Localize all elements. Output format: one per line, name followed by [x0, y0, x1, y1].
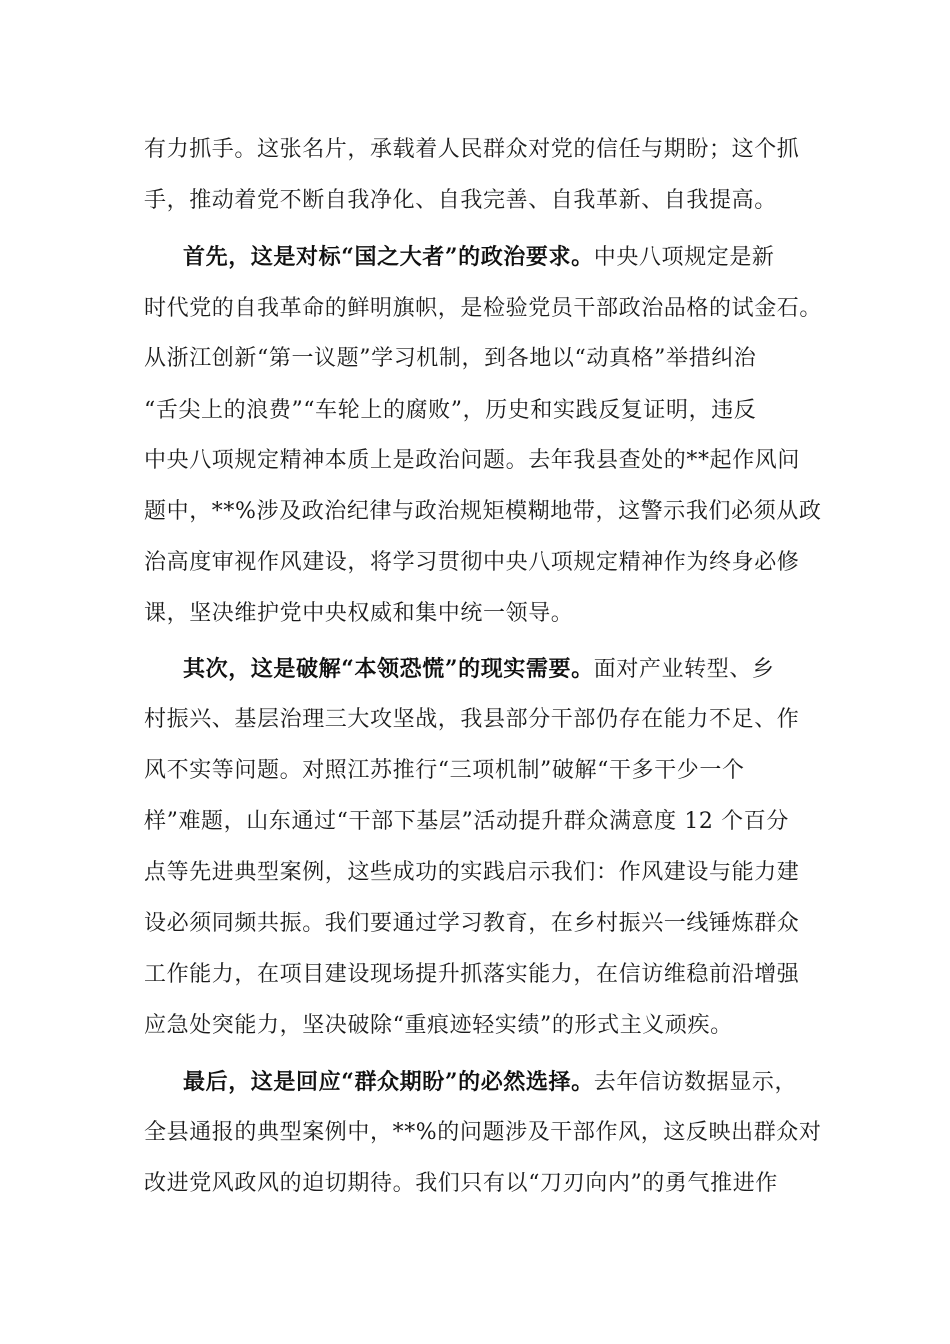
section-heading-public-expectation: 最后，这是回应“群众期盼”的必然选择。 [183, 1069, 594, 1095]
paragraph-line: 有力抓手。这张名片，承载着人民群众对党的信任与期盼；这个抓 [144, 137, 800, 162]
paragraph-line: 设必须同频共振。我们要通过学习教育，在乡村振兴一线锤炼群众 [144, 911, 800, 936]
paragraph-line: 风不实等问题。对照江苏推行“三项机制”破解“干多干少一个 [144, 758, 745, 783]
paragraph-line: 课，坚决维护党中央权威和集中统一领导。 [144, 601, 574, 626]
paragraph-line: 点等先进典型案例，这些成功的实践启示我们：作风建设与能力建 [144, 860, 800, 885]
paragraph-line: 全县通报的典型案例中，**%的问题涉及干部作风，这反映出群众对 [144, 1120, 822, 1145]
section-heading-line: 其次，这是破解“本领恐慌”的现实需要。面对产业转型、乡 [183, 656, 775, 682]
paragraph-line: 中央八项规定精神本质上是政治问题。去年我县查处的**起作风问 [144, 448, 801, 473]
paragraph-line: 村振兴、基层治理三大攻坚战，我县部分干部仍存在能力不足、作 [144, 707, 800, 732]
section-heading-line: 首先，这是对标“国之大者”的政治要求。中央八项规定是新 [183, 244, 775, 270]
section-heading-competence: 其次，这是破解“本领恐慌”的现实需要。 [183, 656, 594, 682]
paragraph-line: 时代党的自我革命的鲜明旗帜，是检验党员干部政治品格的试金石。 [144, 296, 823, 321]
paragraph-line: 样”难题，山东通过“干部下基层”活动提升群众满意度 12 个百分 [144, 809, 789, 834]
paragraph-line: “舌尖上的浪费”“车轮上的腐败”，历史和实践反复证明，违反 [144, 398, 757, 423]
paragraph-line: 改进党风政风的迫切期待。我们只有以“刀刃向内”的勇气推进作 [144, 1171, 778, 1196]
paragraph-line: 题中，**%涉及政治纪律与政治规矩模糊地带，这警示我们必须从政 [144, 499, 822, 524]
paragraph-line: 手，推动着党不断自我净化、自我完善、自我革新、自我提高。 [144, 188, 777, 213]
paragraph-line: 治高度审视作风建设，将学习贯彻中央八项规定精神作为终身必修 [144, 550, 800, 575]
paragraph-line: 应急处突能力，坚决破除“重痕迹轻实绩”的形式主义顽疾。 [144, 1013, 733, 1038]
paragraph-line: 工作能力，在项目建设现场提升抓落实能力，在信访维稳前沿增强 [144, 962, 800, 987]
section-heading-political: 首先，这是对标“国之大者”的政治要求。 [183, 244, 594, 270]
paragraph-line: 从浙江创新“第一议题”学习机制，到各地以“动真格”举措纠治 [144, 346, 757, 371]
section-heading-line: 最后，这是回应“群众期盼”的必然选择。去年信访数据显示， [183, 1069, 798, 1095]
